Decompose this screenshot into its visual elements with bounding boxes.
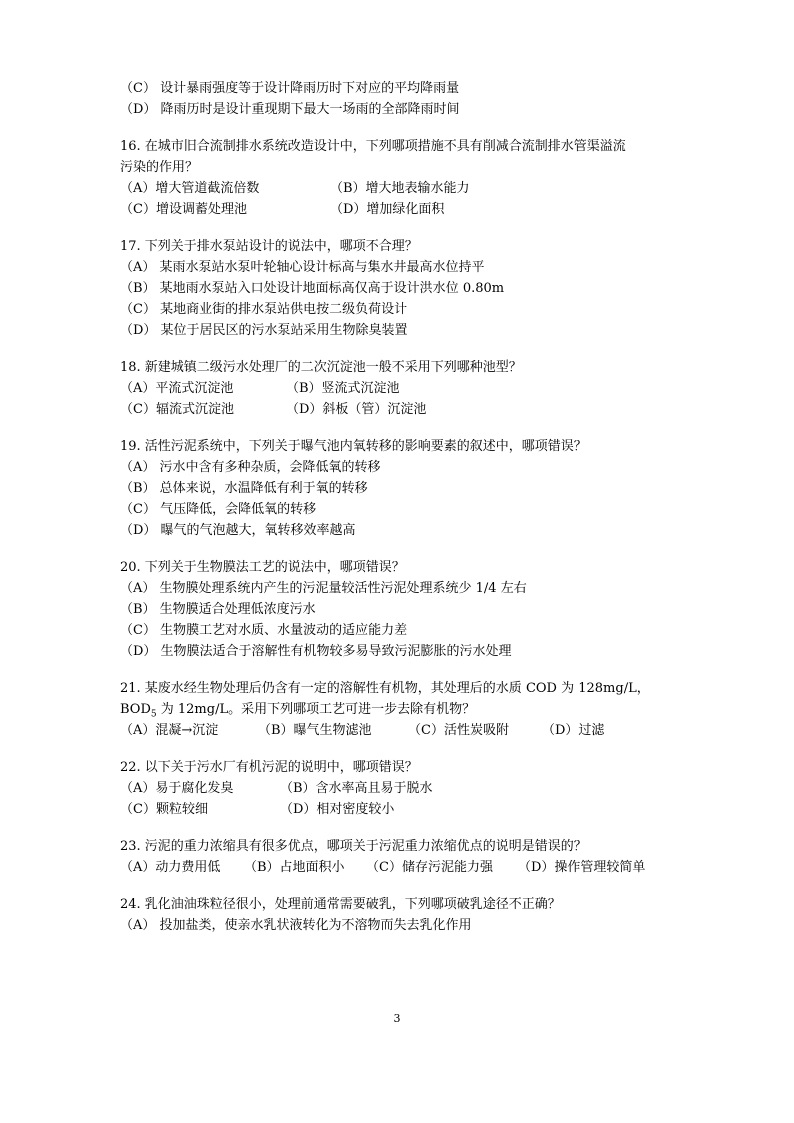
option-b-q18: （B）竖流式沉淀池	[286, 381, 400, 396]
question-22: 22. 以下关于污水厂有机污泥的说明中，哪项错误？	[120, 760, 418, 775]
option-a-q21: （A）混凝→沉淀	[120, 723, 219, 738]
option-c-q19: （C） 气压降低，会降低氧的转移	[120, 502, 317, 517]
option-c-q20: （C） 生物膜工艺对水质、水量波动的适应能力差	[120, 623, 408, 638]
option-b-q23: （B）占地面积小	[244, 860, 345, 875]
question-23: 23. 污泥的重力浓缩具有很多优点，哪项关于污泥重力浓缩优点的说明是错误的？	[120, 839, 587, 854]
option-c-q17: （C） 某地商业街的排水泵站供电按二级负荷设计	[120, 302, 408, 317]
option-c-q21: （C）活性炭吸附	[408, 723, 509, 738]
option-d-q23: （D）操作管理较简单	[518, 860, 646, 875]
question-16-line2: 污染的作用？	[120, 160, 199, 175]
option-d-q18: （D）斜板（管）沉淀池	[286, 402, 427, 417]
option-a-q20: （A） 生物膜处理系统内产生的污泥量较活性污泥处理系统少 1/4 左右	[120, 581, 527, 596]
option-c-q15: （C） 设计暴雨强度等于设计降雨历时下对应的平均降雨量	[120, 81, 460, 96]
option-d-q21: （D）过滤	[542, 723, 605, 738]
question-16-line1: 16. 在城市旧合流制排水系统改造设计中，下列哪项措施不具有削减合流制排水管渠溢流	[120, 139, 626, 154]
option-a-q23: （A）动力费用低	[120, 860, 221, 875]
option-a-q22: （A）易于腐化发臭	[120, 781, 234, 796]
bod-subscript: 5	[150, 709, 157, 720]
option-b-q19: （B） 总体来说，水温降低有利于氧的转移	[120, 481, 368, 496]
question-18: 18. 新建城镇二级污水处理厂的二次沉淀池一般不采用下列哪种池型？	[120, 360, 522, 375]
page-number: 3	[393, 1012, 401, 1025]
bod-label: BOD	[120, 702, 151, 717]
option-a-q16: （A）增大管道截流倍数	[120, 181, 260, 196]
option-b-q21: （B）曝气生物滤池	[258, 723, 372, 738]
option-a-q24: （A） 投加盐类，使亲水乳状液转化为不溶物而失去乳化作用	[120, 918, 472, 933]
option-d-q15: （D） 降雨历时是设计重现期下最大一场雨的全部降雨时间	[120, 102, 460, 117]
option-a-q18: （A）平流式沉淀池	[120, 381, 234, 396]
option-c-q16: （C）增设调蓄处理池	[120, 202, 247, 217]
option-a-q19: （A） 污水中含有多种杂质，会降低氧的转移	[120, 460, 381, 475]
question-24: 24. 乳化油油珠粒径很小，处理前通常需要破乳，下列哪项破乳途径不正确？	[120, 897, 561, 912]
question-17: 17. 下列关于排水泵站设计的说法中，哪项不合理？	[120, 239, 418, 254]
question-21-line2	[120, 701, 475, 724]
option-d-q16: （D）增加绿化面积	[330, 202, 445, 217]
option-d-q20: （D） 生物膜法适合于溶解性有机物较多易导致污泥膨胀的污水处理	[120, 644, 512, 659]
question-21-line1: 21. 某废水经生物处理后仍含有一定的溶解性有机物，其处理后的水质 COD 为 128mg/L，	[120, 681, 650, 696]
option-b-q22: （B）含水率高且易于脱水	[280, 781, 433, 796]
option-d-q19: （D） 曝气的气泡越大，氧转移效率越高	[120, 523, 356, 538]
option-c-q18: （C）辐流式沉淀池	[120, 402, 234, 417]
question-20: 20. 下列关于生物膜法工艺的说法中，哪项错误？	[120, 560, 405, 575]
option-d-q22: （D）相对密度较小	[280, 802, 395, 817]
question-21-line2-text: 为 12mg/L。采用下列哪项工艺可进一步去除有机物？	[156, 702, 476, 717]
option-b-q20: （B） 生物膜适合处理低浓度污水	[120, 602, 316, 617]
option-c-q22: （C）颗粒较细	[120, 802, 208, 817]
question-19: 19. 活性污泥系统中，下列关于曝气池内氧转移的影响要素的叙述中，哪项错误？	[120, 439, 587, 454]
option-d-q17: （D） 某位于居民区的污水泵站采用生物除臭装置	[120, 323, 408, 338]
option-b-q17: （B） 某地雨水泵站入口处设计地面标高仅高于设计洪水位 0.80m	[120, 281, 505, 296]
option-c-q23: （C）储存污泥能力强	[366, 860, 493, 875]
option-a-q17: （A） 某雨水泵站水泵叶轮轴心设计标高与集水井最高水位持平	[120, 260, 485, 275]
option-b-q16: （B）增大地表输水能力	[330, 181, 470, 196]
